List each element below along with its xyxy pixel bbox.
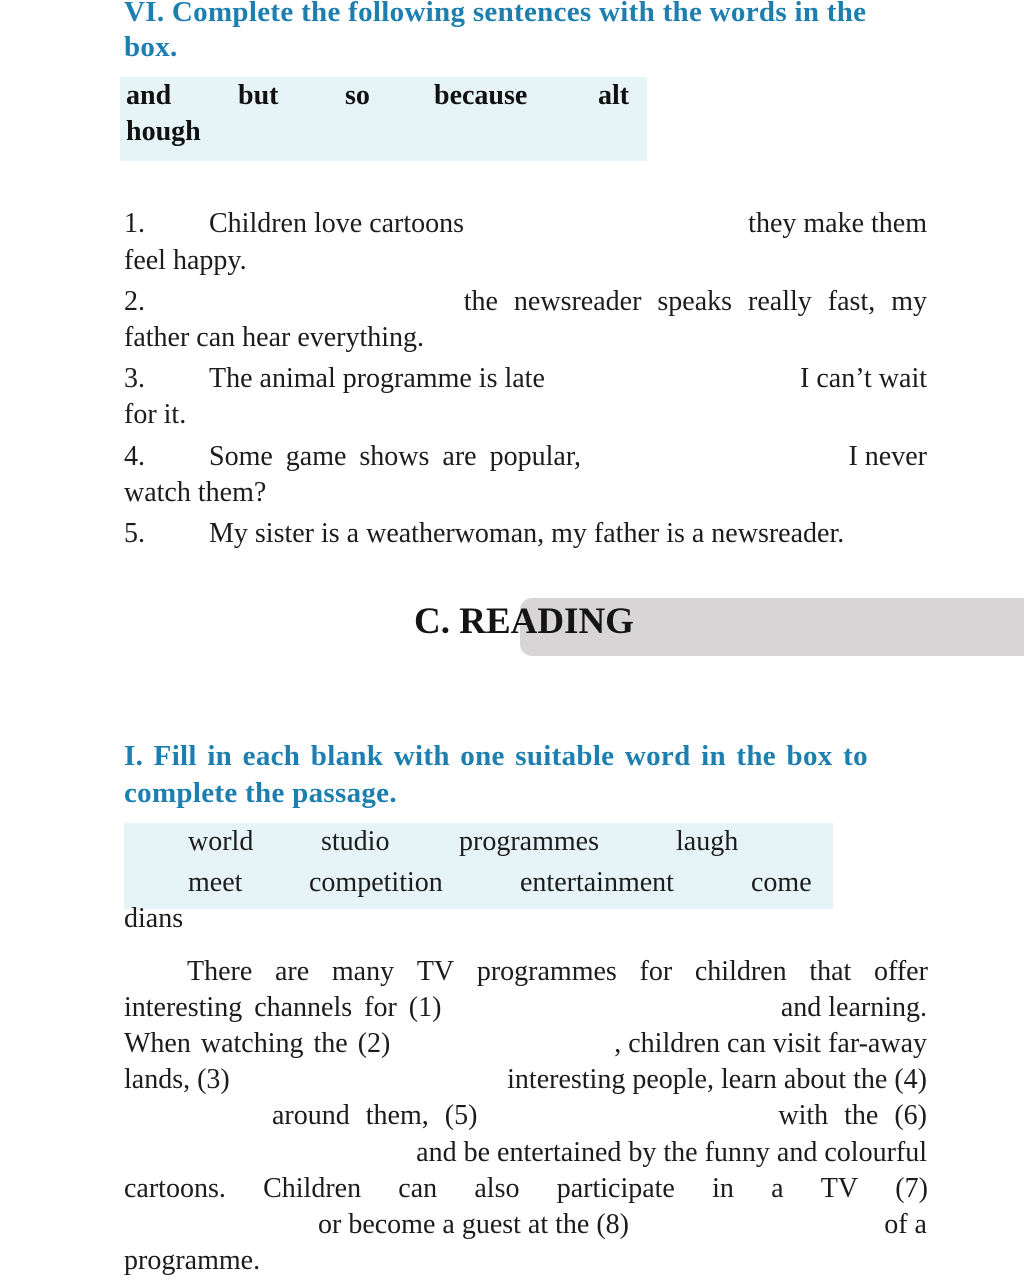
sentence-3-line2: for it.	[124, 399, 187, 430]
box-word-come: come	[751, 867, 812, 898]
sentence-1-right: they make them	[748, 208, 927, 239]
passage-word: also	[474, 1173, 520, 1204]
passage-line-8-left: or become a guest at the (8)	[318, 1209, 629, 1240]
passage-word: in	[712, 1173, 734, 1204]
passage-word: a	[771, 1173, 784, 1204]
sentence-2-right: the newsreader speaks really fast, my	[463, 286, 927, 317]
sentence-4-left: Some game shows are popular,	[209, 441, 582, 472]
box-word-so: so	[345, 80, 370, 111]
passage-line-8-right: of a	[884, 1209, 927, 1240]
sentence-1-left: Children love cartoons	[209, 208, 465, 239]
box-word-competition: competition	[309, 867, 443, 898]
section-i-heading-line1: I. Fill in each blank with one suitable word in the box to	[124, 740, 868, 772]
passage-line-4-left: lands, (3)	[124, 1064, 230, 1095]
box-word-because: because	[434, 80, 528, 111]
passage-line-2-left: interesting channels for (1)	[124, 992, 442, 1023]
passage-word: can	[398, 1173, 438, 1204]
passage-word: cartoons.	[124, 1173, 226, 1204]
passage-line-1	[187, 956, 928, 988]
box-word-but: but	[238, 80, 279, 111]
passage-word: that	[809, 956, 852, 987]
box-word-alt: alt	[598, 80, 630, 111]
box-word-meet: meet	[188, 867, 243, 898]
sentence-5-text: My sister is a weatherwoman, my father is a newsreader.	[209, 518, 845, 549]
box-word-programmes: programmes	[459, 826, 599, 857]
passage-line-2-right: and learning.	[780, 992, 927, 1023]
passage-word: TV	[416, 956, 455, 987]
box-word-dians: dians	[124, 903, 184, 934]
section-vi-heading-line2: box.	[124, 31, 178, 63]
passage-line-4-right: interesting people, learn about the (4)	[507, 1064, 927, 1095]
passage-line-9: programme.	[124, 1245, 261, 1276]
sentence-4-right: I never	[848, 441, 927, 472]
sentence-5-number: 5.	[124, 518, 145, 549]
passage-line-7	[124, 1173, 928, 1205]
box-word-hough: hough	[126, 116, 201, 147]
sentence-4-number: 4.	[124, 441, 145, 472]
section-i-heading-line2: complete the passage.	[124, 777, 397, 809]
sentence-3-right: I can’t wait	[800, 363, 927, 394]
sentence-3-left: The animal programme is late	[209, 363, 545, 394]
sentence-1-line2: feel happy.	[124, 245, 247, 276]
passage-word: participate	[556, 1173, 675, 1204]
passage-line-6: and be entertained by the funny and colourful	[416, 1137, 927, 1168]
passage-word: (7)	[895, 1173, 928, 1204]
box-word-studio: studio	[321, 826, 390, 857]
box-word-laugh: laugh	[676, 826, 739, 857]
passage-word: for	[639, 956, 673, 987]
passage-word: children	[694, 956, 787, 987]
passage-line-3-left: When watching the (2)	[124, 1028, 391, 1059]
sentence-2-number: 2.	[124, 286, 145, 317]
passage-word: TV	[820, 1173, 859, 1204]
box-word-world: world	[188, 826, 254, 857]
section-vi-heading-line1: VI. Complete the following sentences with the words in the	[124, 0, 867, 28]
passage-word: are	[275, 956, 310, 987]
passage-word: many	[331, 956, 395, 987]
sentence-4-line2: watch them?	[124, 477, 267, 508]
box-word-and: and	[126, 80, 172, 111]
passage-line-5-left: around them, (5)	[272, 1100, 478, 1131]
reading-section-title: C. READING	[414, 601, 634, 642]
sentence-2-line2: father can hear everything.	[124, 322, 425, 353]
box-word-entertainment: entertainment	[520, 867, 674, 898]
passage-word: There	[187, 956, 253, 987]
passage-line-5-right: with the (6)	[778, 1100, 927, 1131]
passage-line-3-right: , children can visit far-away	[614, 1028, 927, 1059]
sentence-3-number: 3.	[124, 363, 145, 394]
sentence-1-number: 1.	[124, 208, 145, 239]
passage-word: Children	[263, 1173, 362, 1204]
passage-word: programmes	[476, 956, 617, 987]
passage-word: offer	[874, 956, 928, 987]
